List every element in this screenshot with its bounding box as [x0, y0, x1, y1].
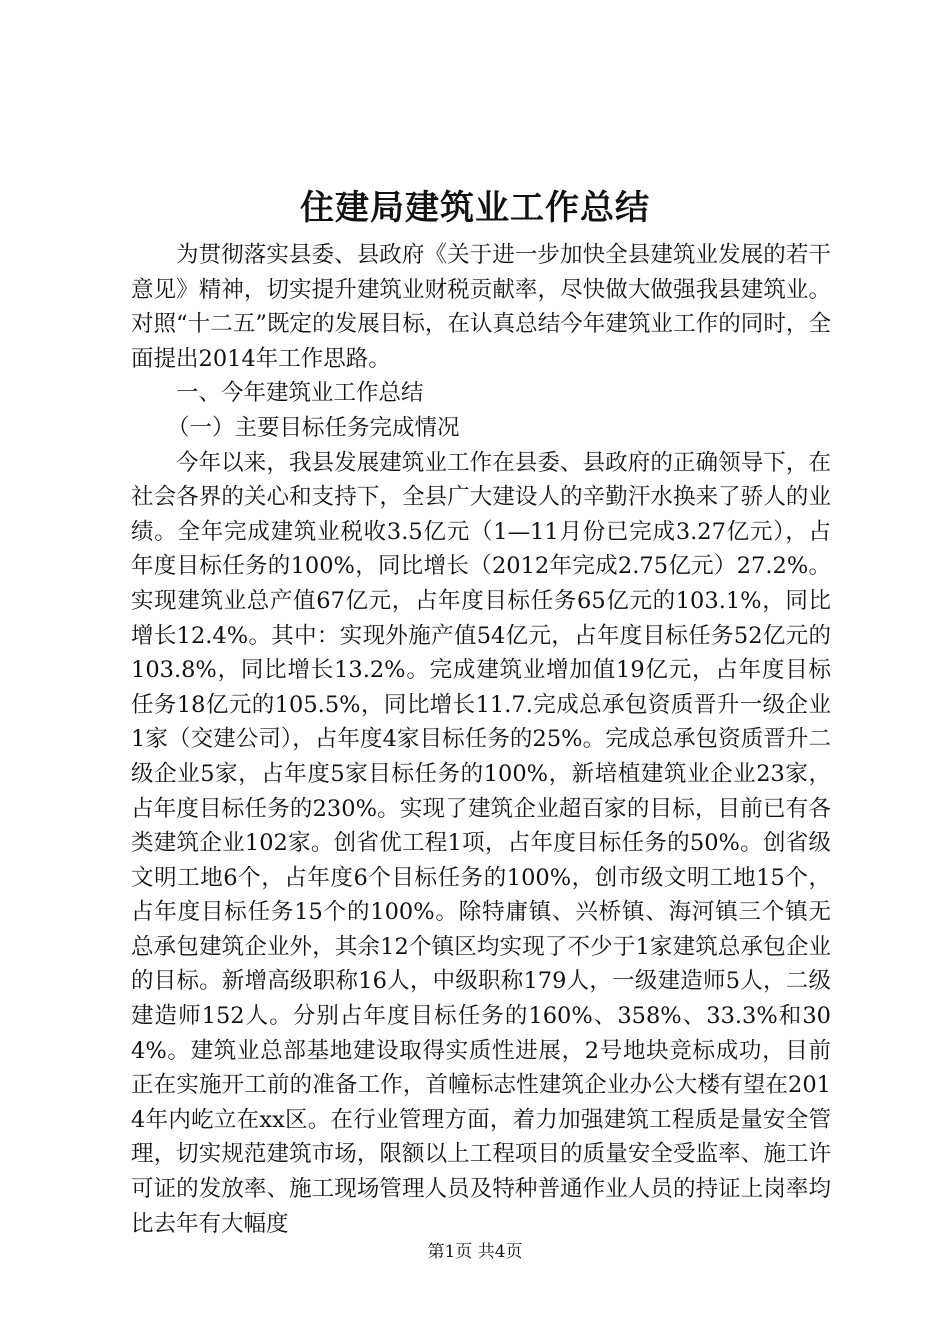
subsection-heading: （一）主要目标任务完成情况 [167, 414, 460, 441]
intro-paragraph: 为贯彻落实县委、县政府《关于进一步加快全县建筑业发展的若干意见》精神，切实提升建筑业财税贡献率，尽快做大做强我县建筑业。对照“十二五”既定的发展目标，在认真总结今年建筑业工作的同时，全面提出2014年工作思路。 [131, 242, 831, 372]
body-paragraph: 今年以来，我县发展建筑业工作在县委、县政府的正确领导下，在社会各界的关心和支持下，全县广大建设人的辛勤汗水换来了骄人的业绩。全年完成建筑业税收3.5亿元（1—11月份已完成3.27亿元），占年度目标任务的100%，同比增长（2012年完成2.75亿元）27.2%。实现建筑业总产值67亿元，占年度目标任务65亿元的103.1%，同比增长12.4%。其中：实现外施产值54亿元，占年度目标任务52亿元的103.8%，同比增长13.2%。完成建筑业增加值19亿元，占年度目标任务18亿元的105.5%，同比增长11.7.完成总承包资质晋升一级企业1家（交建公司），占年度4家目标任务的25%。完成总承包资质晋升二级企业5家，占年度5家目标任务的100%，新培植建筑业企业23家，占年度目标任务的230%。实现了建筑企业超百家的目标，目前已有各类建筑企业102家。创省优工程1项，占年度目标任务的50%。创省级文明工地6个，占年度6个目标任务的100%，创市级文明工地15个，占年度目标任务15个的100%。除特庸镇、兴桥镇、海河镇三个镇无总承包建筑企业外，其余12个镇区均实现了不少于1家建筑总承包企业的目标。新增高级职称16人，中级职称179人，一级建造师5人，二级建造师152人。分别占年度目标任务的160%、358%、33.3%和304%。建筑业总部基地建设取得实质性进展，2号地块竞标成功，目前正在实施开工前的准备工作，首幢标志性建筑企业办公大楼有望在2014年内屹立在xx区。在行业管理方面，着力加强建筑工程质是量安全管理，切实规范建筑市场，限额以上工程项目的质量安全受监率、施工许可证的发放率、施工现场管理人员及特种普通作业人员的持证上岗率均比去年有大幅度 [131, 449, 831, 1237]
page-footer: 第1页 共4页 [427, 1242, 523, 1262]
document-body [131, 238, 831, 1241]
document-title: 住建局建筑业工作总结 [300, 188, 650, 228]
section-heading: 一、今年建筑业工作总结 [176, 380, 424, 407]
